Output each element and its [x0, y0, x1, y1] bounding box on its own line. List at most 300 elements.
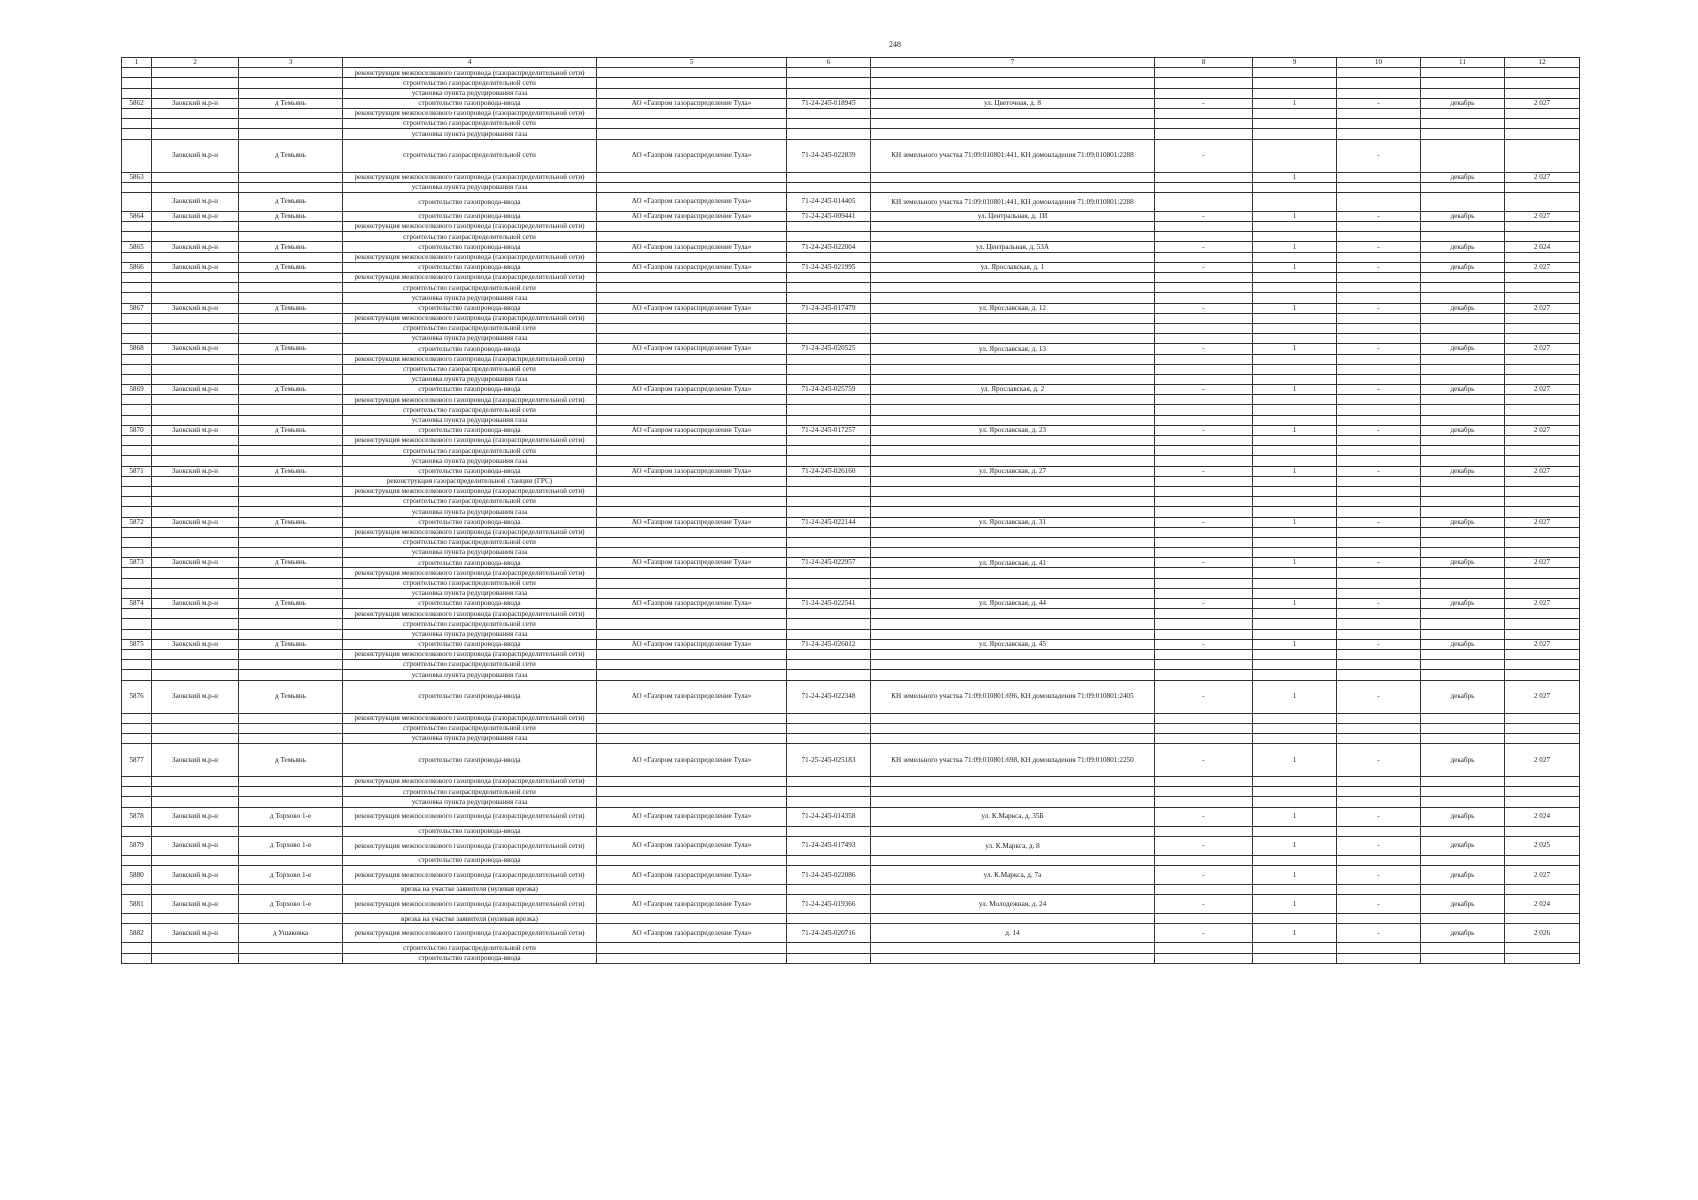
- year-cell: [1505, 78, 1580, 88]
- work-type-cell: строительство газопровода-ввода: [343, 558, 597, 568]
- settlement-cell: [239, 252, 343, 262]
- work-type-cell: строительство газопровода-ввода: [343, 680, 597, 713]
- col8-cell: [1155, 182, 1253, 192]
- col9-cell: 1: [1253, 836, 1337, 855]
- organization-cell: [597, 232, 787, 242]
- col10-cell: [1337, 222, 1421, 232]
- col10-cell: [1337, 943, 1421, 953]
- year-cell: 2 027: [1505, 262, 1580, 272]
- col10-cell: [1337, 436, 1421, 446]
- address-cell: [871, 629, 1155, 639]
- row-number-cell: [122, 395, 152, 405]
- year-cell: [1505, 192, 1580, 211]
- settlement-cell: д Темьянь: [239, 211, 343, 221]
- year-cell: [1505, 293, 1580, 303]
- settlement-cell: [239, 507, 343, 517]
- col9-cell: 1: [1253, 344, 1337, 354]
- table-row: [122, 222, 1580, 232]
- col8-cell: [1155, 78, 1253, 88]
- col8-cell: [1155, 374, 1253, 384]
- month-cell: [1421, 855, 1505, 865]
- address-cell: [871, 129, 1155, 139]
- col10-cell: [1337, 293, 1421, 303]
- year-cell: 2 027: [1505, 98, 1580, 108]
- district-cell: Заокский м.р-н: [152, 866, 239, 885]
- table-row: [122, 486, 1580, 496]
- col8-cell: [1155, 232, 1253, 242]
- table-row: [122, 283, 1580, 293]
- col10-cell: [1337, 446, 1421, 456]
- work-type-cell: реконструкция межпоселкового газопровода (газораспределительной сети): [343, 395, 597, 405]
- address-cell: [871, 609, 1155, 619]
- district-cell: [152, 619, 239, 629]
- work-type-cell: строительство газопровода-ввода: [343, 826, 597, 836]
- application-number-cell: [787, 670, 871, 680]
- col10-cell: [1337, 108, 1421, 118]
- col10-cell: [1337, 629, 1421, 639]
- work-type-cell: строительство газопровода-ввода: [343, 98, 597, 108]
- district-cell: [152, 395, 239, 405]
- month-cell: декабрь: [1421, 639, 1505, 649]
- application-number-cell: [787, 855, 871, 865]
- month-cell: [1421, 787, 1505, 797]
- address-cell: [871, 548, 1155, 558]
- col8-cell: [1155, 354, 1253, 364]
- organization-cell: АО «Газпром газораспределение Тула»: [597, 139, 787, 172]
- application-number-cell: [787, 182, 871, 192]
- work-type-cell: строительство газораспределительной сети: [343, 78, 597, 88]
- col9-cell: 1: [1253, 895, 1337, 914]
- application-number-cell: 71-24-245-025759: [787, 385, 871, 395]
- month-cell: декабрь: [1421, 262, 1505, 272]
- organization-cell: [597, 953, 787, 963]
- address-cell: [871, 334, 1155, 344]
- district-cell: [152, 283, 239, 293]
- col9-cell: [1253, 293, 1337, 303]
- row-number-cell: [122, 578, 152, 588]
- table-row: [122, 649, 1580, 659]
- table-header-row: [122, 58, 1580, 68]
- year-cell: 2 027: [1505, 599, 1580, 609]
- settlement-cell: [239, 313, 343, 323]
- district-cell: [152, 323, 239, 333]
- year-cell: 2 027: [1505, 639, 1580, 649]
- row-number-cell: [122, 497, 152, 507]
- settlement-cell: [239, 374, 343, 384]
- address-cell: [871, 415, 1155, 425]
- year-cell: [1505, 334, 1580, 344]
- col10-cell: [1337, 568, 1421, 578]
- year-cell: [1505, 88, 1580, 98]
- col10-cell: -: [1337, 211, 1421, 221]
- address-cell: [871, 456, 1155, 466]
- address-cell: [871, 855, 1155, 865]
- settlement-cell: [239, 68, 343, 78]
- col9-cell: [1253, 364, 1337, 374]
- address-cell: [871, 713, 1155, 723]
- col8-cell: [1155, 119, 1253, 129]
- month-cell: [1421, 497, 1505, 507]
- address-cell: [871, 119, 1155, 129]
- district-cell: [152, 129, 239, 139]
- col8-cell: [1155, 273, 1253, 283]
- application-number-cell: 71-24-245-022541: [787, 599, 871, 609]
- settlement-cell: [239, 733, 343, 743]
- application-number-cell: [787, 588, 871, 598]
- application-number-cell: [787, 609, 871, 619]
- settlement-cell: д Темьянь: [239, 139, 343, 172]
- table-row: [122, 385, 1580, 395]
- district-cell: Заокский м.р-н: [152, 924, 239, 943]
- organization-cell: [597, 456, 787, 466]
- month-cell: [1421, 777, 1505, 787]
- col8-cell: [1155, 323, 1253, 333]
- col8-cell: -: [1155, 303, 1253, 313]
- application-number-cell: [787, 476, 871, 486]
- district-cell: [152, 222, 239, 232]
- col10-cell: [1337, 787, 1421, 797]
- col9-cell: [1253, 68, 1337, 78]
- month-cell: [1421, 334, 1505, 344]
- district-cell: [152, 855, 239, 865]
- col10-cell: [1337, 723, 1421, 733]
- work-type-cell: реконструкция межпоселкового газопровода (газораспределительной сети): [343, 354, 597, 364]
- work-type-cell: установка пункта редуцирования газа: [343, 88, 597, 98]
- month-cell: [1421, 609, 1505, 619]
- district-cell: [152, 943, 239, 953]
- col10-cell: [1337, 129, 1421, 139]
- settlement-cell: д Торхово 1-е: [239, 836, 343, 855]
- col10-cell: [1337, 68, 1421, 78]
- work-type-cell: строительство газопровода-ввода: [343, 211, 597, 221]
- address-cell: [871, 405, 1155, 415]
- district-cell: Заокский м.р-н: [152, 242, 239, 252]
- col8-cell: -: [1155, 425, 1253, 435]
- col10-cell: [1337, 313, 1421, 323]
- organization-cell: АО «Газпром газораспределение Тула»: [597, 807, 787, 826]
- row-number-cell: 5862: [122, 98, 152, 108]
- year-cell: [1505, 568, 1580, 578]
- col8-cell: [1155, 713, 1253, 723]
- col10-cell: -: [1337, 385, 1421, 395]
- col8-cell: -: [1155, 517, 1253, 527]
- month-cell: [1421, 486, 1505, 496]
- col10-cell: -: [1337, 242, 1421, 252]
- organization-cell: [597, 252, 787, 262]
- application-number-cell: 71-24-245-018945: [787, 98, 871, 108]
- col10-cell: [1337, 619, 1421, 629]
- district-cell: [152, 649, 239, 659]
- application-number-cell: [787, 364, 871, 374]
- address-cell: [871, 723, 1155, 733]
- col10-cell: [1337, 172, 1421, 182]
- settlement-cell: [239, 670, 343, 680]
- col9-cell: [1253, 182, 1337, 192]
- address-cell: ул. Ярославская, д. 23: [871, 425, 1155, 435]
- district-cell: [152, 588, 239, 598]
- work-type-cell: строительство газораспределительной сети: [343, 364, 597, 374]
- col8-cell: -: [1155, 866, 1253, 885]
- district-cell: Заокский м.р-н: [152, 303, 239, 313]
- month-cell: декабрь: [1421, 517, 1505, 527]
- col8-cell: [1155, 446, 1253, 456]
- settlement-cell: [239, 914, 343, 924]
- col9-cell: [1253, 787, 1337, 797]
- year-cell: 2 027: [1505, 680, 1580, 713]
- table-row: [122, 599, 1580, 609]
- col8-cell: -: [1155, 558, 1253, 568]
- col9-cell: 1: [1253, 924, 1337, 943]
- year-cell: [1505, 953, 1580, 963]
- row-number-cell: 5866: [122, 262, 152, 272]
- row-number-cell: [122, 486, 152, 496]
- organization-cell: [597, 629, 787, 639]
- work-type-cell: строительство газопровода-ввода: [343, 599, 597, 609]
- district-cell: [152, 797, 239, 807]
- year-cell: [1505, 222, 1580, 232]
- district-cell: [152, 476, 239, 486]
- col10-cell: [1337, 182, 1421, 192]
- address-cell: ул. Ярославская, д. 27: [871, 466, 1155, 476]
- col10-cell: [1337, 537, 1421, 547]
- settlement-cell: [239, 129, 343, 139]
- year-cell: [1505, 713, 1580, 723]
- application-number-cell: [787, 88, 871, 98]
- work-type-cell: установка пункта редуцирования газа: [343, 629, 597, 639]
- application-number-cell: 71-24-245-026012: [787, 639, 871, 649]
- organization-cell: АО «Газпром газораспределение Тула»: [597, 639, 787, 649]
- work-type-cell: реконструкция межпоселкового газопровода (газораспределительной сети): [343, 807, 597, 826]
- row-number-cell: [122, 885, 152, 895]
- col9-cell: 1: [1253, 262, 1337, 272]
- month-cell: [1421, 252, 1505, 262]
- row-number-cell: [122, 354, 152, 364]
- col8-cell: -: [1155, 262, 1253, 272]
- table-row: [122, 313, 1580, 323]
- col9-cell: [1253, 192, 1337, 211]
- row-number-cell: 5876: [122, 680, 152, 713]
- district-cell: Заокский м.р-н: [152, 466, 239, 476]
- month-cell: декабрь: [1421, 680, 1505, 713]
- col10-cell: [1337, 88, 1421, 98]
- col9-cell: 1: [1253, 242, 1337, 252]
- row-number-cell: [122, 334, 152, 344]
- organization-cell: АО «Газпром газораспределение Тула»: [597, 192, 787, 211]
- row-number-cell: 5872: [122, 517, 152, 527]
- application-number-cell: 71-24-245-022004: [787, 242, 871, 252]
- col8-cell: [1155, 476, 1253, 486]
- row-number-cell: 5868: [122, 344, 152, 354]
- work-type-cell: строительство газораспределительной сети: [343, 619, 597, 629]
- organization-cell: [597, 313, 787, 323]
- table-row: [122, 744, 1580, 777]
- col10-cell: [1337, 456, 1421, 466]
- table-row: [122, 670, 1580, 680]
- table-row: [122, 558, 1580, 568]
- header-cell-8: 8: [1155, 58, 1253, 68]
- organization-cell: [597, 609, 787, 619]
- organization-cell: [597, 182, 787, 192]
- table-row: [122, 354, 1580, 364]
- application-number-cell: [787, 914, 871, 924]
- address-cell: [871, 323, 1155, 333]
- work-type-cell: реконструкция межпоселкового газопровода (газораспределительной сети): [343, 777, 597, 787]
- month-cell: [1421, 415, 1505, 425]
- row-number-cell: 5864: [122, 211, 152, 221]
- application-number-cell: [787, 456, 871, 466]
- district-cell: [152, 456, 239, 466]
- col9-cell: [1253, 283, 1337, 293]
- work-type-cell: строительство газораспределительной сети: [343, 660, 597, 670]
- settlement-cell: [239, 609, 343, 619]
- application-number-cell: [787, 777, 871, 787]
- work-type-cell: строительство газопровода-ввода: [343, 953, 597, 963]
- work-type-cell: строительство газораспределительной сети: [343, 446, 597, 456]
- table-row: [122, 182, 1580, 192]
- district-cell: Заокский м.р-н: [152, 425, 239, 435]
- district-cell: [152, 826, 239, 836]
- col10-cell: -: [1337, 517, 1421, 527]
- col9-cell: [1253, 914, 1337, 924]
- table-row: [122, 517, 1580, 527]
- col10-cell: [1337, 578, 1421, 588]
- year-cell: [1505, 629, 1580, 639]
- year-cell: 2 027: [1505, 385, 1580, 395]
- organization-cell: АО «Газпром газораспределение Тула»: [597, 98, 787, 108]
- month-cell: декабрь: [1421, 895, 1505, 914]
- col10-cell: -: [1337, 139, 1421, 172]
- application-number-cell: [787, 405, 871, 415]
- table-row: [122, 466, 1580, 476]
- col10-cell: -: [1337, 98, 1421, 108]
- table-row: [122, 68, 1580, 78]
- application-number-cell: [787, 446, 871, 456]
- month-cell: декабрь: [1421, 98, 1505, 108]
- settlement-cell: [239, 797, 343, 807]
- work-type-cell: реконструкция межпоселкового газопровода (газораспределительной сети): [343, 313, 597, 323]
- settlement-cell: [239, 568, 343, 578]
- organization-cell: АО «Газпром газораспределение Тула»: [597, 599, 787, 609]
- row-number-cell: [122, 119, 152, 129]
- address-cell: [871, 446, 1155, 456]
- year-cell: [1505, 660, 1580, 670]
- month-cell: [1421, 192, 1505, 211]
- settlement-cell: [239, 436, 343, 446]
- row-number-cell: 5881: [122, 895, 152, 914]
- year-cell: [1505, 119, 1580, 129]
- address-cell: [871, 88, 1155, 98]
- district-cell: Заокский м.р-н: [152, 211, 239, 221]
- application-number-cell: [787, 629, 871, 639]
- settlement-cell: д Темьянь: [239, 558, 343, 568]
- month-cell: [1421, 537, 1505, 547]
- settlement-cell: [239, 88, 343, 98]
- table-row: [122, 568, 1580, 578]
- col9-cell: [1253, 578, 1337, 588]
- col8-cell: [1155, 405, 1253, 415]
- application-number-cell: 71-24-245-009441: [787, 211, 871, 221]
- col10-cell: [1337, 78, 1421, 88]
- work-type-cell: установка пункта редуцирования газа: [343, 129, 597, 139]
- table-row: [122, 588, 1580, 598]
- year-cell: 2 027: [1505, 425, 1580, 435]
- col8-cell: [1155, 334, 1253, 344]
- work-type-cell: реконструкция межпоселкового газопровода (газораспределительной сети): [343, 486, 597, 496]
- organization-cell: [597, 172, 787, 182]
- row-number-cell: [122, 548, 152, 558]
- col9-cell: [1253, 405, 1337, 415]
- address-cell: [871, 914, 1155, 924]
- address-cell: ул. Цветочная, д. 8: [871, 98, 1155, 108]
- month-cell: декабрь: [1421, 924, 1505, 943]
- row-number-cell: [122, 436, 152, 446]
- table-row: [122, 497, 1580, 507]
- row-number-cell: [122, 619, 152, 629]
- application-number-cell: [787, 885, 871, 895]
- address-cell: ул. К.Маркса, д. 7а: [871, 866, 1155, 885]
- settlement-cell: [239, 476, 343, 486]
- row-number-cell: 5865: [122, 242, 152, 252]
- organization-cell: [597, 670, 787, 680]
- header-cell-3: 3: [239, 58, 343, 68]
- settlement-cell: д Темьянь: [239, 344, 343, 354]
- address-cell: [871, 649, 1155, 659]
- table-row: [122, 273, 1580, 283]
- settlement-cell: д Темьянь: [239, 599, 343, 609]
- month-cell: [1421, 670, 1505, 680]
- table-row: [122, 914, 1580, 924]
- settlement-cell: [239, 405, 343, 415]
- month-cell: [1421, 78, 1505, 88]
- year-cell: [1505, 108, 1580, 118]
- organization-cell: [597, 914, 787, 924]
- application-number-cell: 71-24-245-022348: [787, 680, 871, 713]
- header-cell-9: 9: [1253, 58, 1337, 68]
- table-row: [122, 537, 1580, 547]
- work-type-cell: установка пункта редуцирования газа: [343, 670, 597, 680]
- district-cell: [152, 172, 239, 182]
- col9-cell: [1253, 733, 1337, 743]
- organization-cell: АО «Газпром газораспределение Тула»: [597, 558, 787, 568]
- col10-cell: -: [1337, 680, 1421, 713]
- month-cell: [1421, 568, 1505, 578]
- col10-cell: [1337, 507, 1421, 517]
- header-cell-10: 10: [1337, 58, 1421, 68]
- district-cell: Заокский м.р-н: [152, 262, 239, 272]
- col10-cell: [1337, 273, 1421, 283]
- table-row: [122, 88, 1580, 98]
- col8-cell: [1155, 527, 1253, 537]
- table-row: [122, 108, 1580, 118]
- row-number-cell: [122, 914, 152, 924]
- table-row: [122, 476, 1580, 486]
- table-row: [122, 507, 1580, 517]
- col10-cell: [1337, 733, 1421, 743]
- address-cell: [871, 232, 1155, 242]
- header-cell-12: 12: [1505, 58, 1580, 68]
- address-cell: ул. Ярославская, д. 1: [871, 262, 1155, 272]
- col9-cell: 1: [1253, 517, 1337, 527]
- col10-cell: -: [1337, 466, 1421, 476]
- col10-cell: [1337, 354, 1421, 364]
- district-cell: [152, 914, 239, 924]
- application-number-cell: 71-24-245-020525: [787, 344, 871, 354]
- row-number-cell: 5882: [122, 924, 152, 943]
- work-type-cell: установка пункта редуцирования газа: [343, 797, 597, 807]
- organization-cell: [597, 88, 787, 98]
- address-cell: [871, 670, 1155, 680]
- settlement-cell: [239, 855, 343, 865]
